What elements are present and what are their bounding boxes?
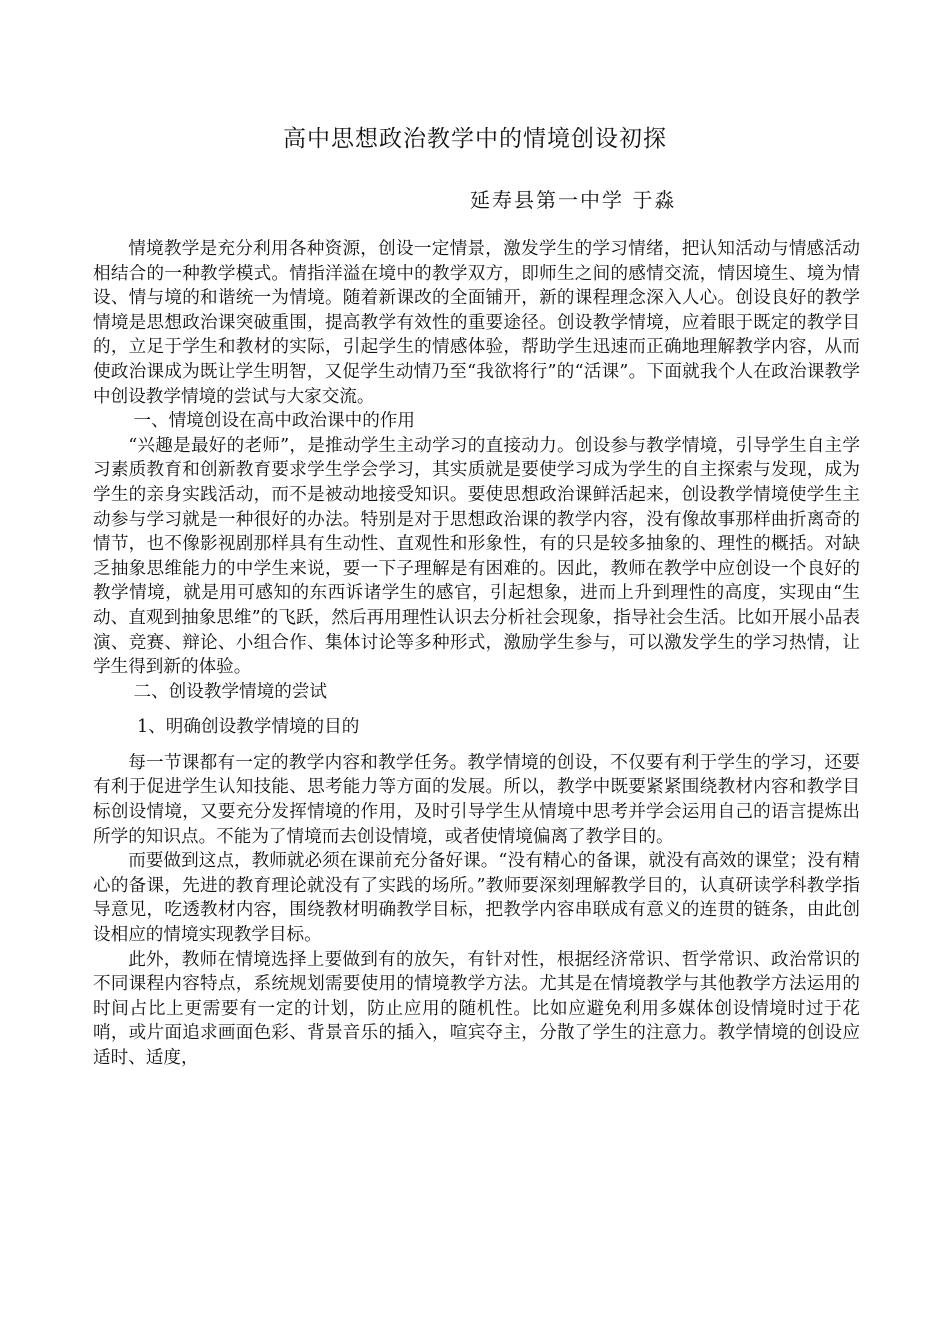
paragraph-intro: 情境教学是充分利用各种资源，创设一定情景，激发学生的学习情绪，把认知活动与情感活动相结合的一种教学模式。情指洋溢在境中的教学双方，即师生之间的感情交流，情因境生、境为情设、情与境的和谐统一为情境。随着新课改的全面铺开，新的课程理念深入人心。创设良好的教学情境是思想政治课突破重围，提高教学有效性的重要途径。创设教学情境，应着眼于既定的教学目的，立足于学生和教材的实际，引起学生的情感体验，帮助学生迅速而正确地理解教学内容，从而使政治课成为既让学生明智，又促学生动情乃至“我欲将行”的“活课”。下面就我个人在政治课教学中创设教学情境的尝试与大家交流。 xyxy=(93,239,860,407)
document-title: 高中思想政治教学中的情境创设初探 xyxy=(283,126,667,152)
author-line: 延寿县第一中学 于淼 xyxy=(470,188,677,212)
paragraph-subsection-1a: 每一节课都有一定的教学内容和教学任务。教学情境的创设，不仅要有利于学生的学习，还要有利于促进学生认知技能、思考能力等方面的发展。所以，教学中既要紧紧围绕教材内容和教学目标创设情境，又要充分发挥情境的作用，及时引导学生从情境中思考并学会运用自己的语言提炼出所学的知识点。不能为了情境而去创设情境，或者使情境偏离了教学目的。 xyxy=(93,752,860,847)
paragraph-subsection-1b: 而要做到这点，教师就必须在课前充分备好课。“没有精心的备课，就没有高效的课堂；没有精心的备课，先进的教育理论就没有了实践的场所。”教师要深刻理解教学目的，认真研读学科教学指导意见，吃透教材内容，围绕教材明确教学目标，把教学内容串联成有意义的连贯的链条，由此创设相应的情境实现教学目标。 xyxy=(93,851,860,946)
section-heading-2: 二、创设教学情境的尝试 xyxy=(133,681,328,702)
section-heading-1: 一、情境创设在高中政治课中的作用 xyxy=(133,411,415,432)
document-body xyxy=(93,237,860,1071)
subsection-heading-1: 1、明确创设教学情境的目的 xyxy=(137,717,360,738)
paragraph-section-1: “兴趣是最好的老师”，是推动学生主动学习的直接动力。创设参与教学情境，引导学生自主学习素质教育和创新教育要求学生学会学习，其实质就是要使学习成为学生的自主探索与发现，成为学生的亲身实践活动，而不是被动地接受知识。要使思想政治课鲜活起来，创设教学情境使学生主动参与学习就是一种很好的办法。特别是对于思想政治课的教学内容，没有像故事那样曲折离奇的情节，也不像影视剧那样具有生动性、直观性和形象性，有的只是较多抽象的、理性的概括。对缺乏抽象思维能力的中学生来说，要一下子理解是有困难的。因此，教师在教学中应创设一个良好的教学情境，就是用可感知的东西诉诸学生的感官，引起想象，进而上升到理性的高度，实现由“生动、直观到抽象思维”的飞跃，然后再用理性认识去分析社会现象，指导社会生活。比如开展小品表演、竞赛、辩论、小组合作、集体讨论等多种形式，激励学生参与，可以激发学生的学习热情，让学生得到新的体验。 xyxy=(93,435,860,678)
paragraph-subsection-1c: 此外，教师在情境选择上要做到有的放矢，有针对性，根据经济常识、哲学常识、政治常识的不同课程内容特点，系统规划需要使用的情境教学方法。尤其是在情境教学与其他教学方法运用的时间占比上更需要有一定的计划，防止应用的随机性。比如应避免利用多媒体创设情境时过于花哨，或片面追求画面色彩、背景音乐的插入，喧宾夺主，分散了学生的注意力。教学情境的创设应适时、适度， xyxy=(93,949,860,1068)
